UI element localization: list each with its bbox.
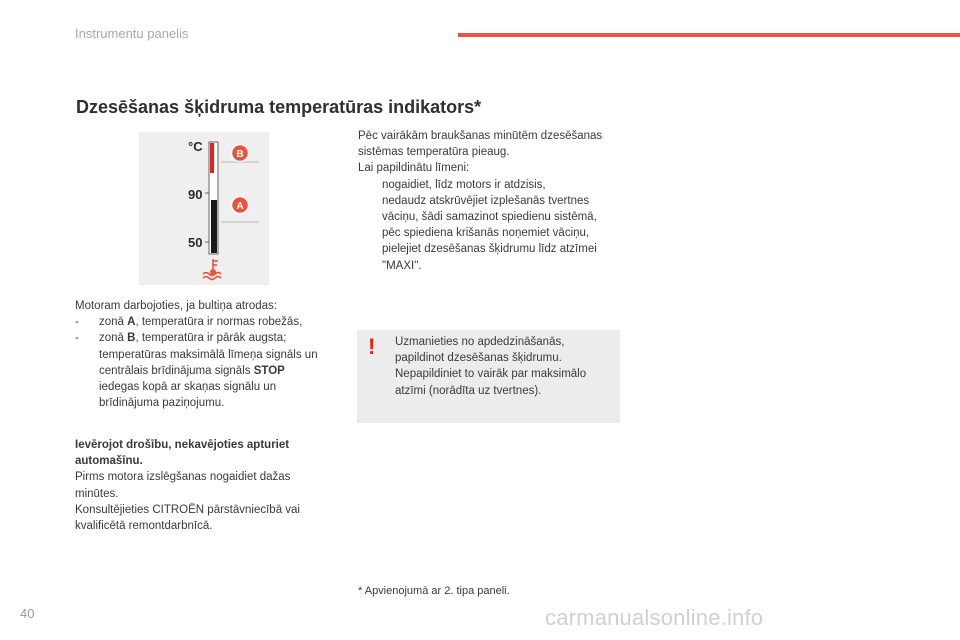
zone-a-label: A — [236, 201, 244, 212]
zone-b-post: iedegas kopā ar skaņas signālu un brīdinājuma paziņojumu. — [99, 381, 277, 410]
gauge-unit-label: °C — [188, 139, 203, 154]
zone-b-label: B — [236, 149, 244, 160]
safety-notice — [75, 437, 330, 534]
zone-explanation — [75, 298, 325, 411]
page-number: 40 — [20, 606, 35, 621]
warning-exclamation-icon: ! — [368, 334, 376, 359]
refill-step — [358, 177, 628, 193]
warning-text: Uzmanieties no apdedzināšanās, papildinot dzesēšanas šķidrumu. Nepapildiniet to vairāk par maksimālo atzīmi (norādīta uz tvertnes). — [395, 336, 587, 397]
safety-line-1: Pirms motora izslēgšanas nogaidiet dažas minūtes. — [75, 471, 291, 500]
zone-b-letter: B — [127, 332, 136, 345]
watermark: carmanualsonline.info — [545, 605, 764, 630]
gauge-mark-50: 50 — [188, 235, 203, 250]
zone-b-item — [75, 330, 325, 411]
refill-step — [358, 241, 628, 273]
footnote: * Apvienojumā ar 2. tipa paneli. — [358, 585, 510, 597]
zone-b-mid: , temperatūra ir pārāk augsta; temperatūras maksimālā līmeņa signāls un centrālais brīdinājuma signāls — [99, 332, 318, 377]
stop-warning-label: STOP — [253, 364, 285, 377]
zone-b-pre: zonā — [99, 332, 128, 345]
zone-a-pre: zonā — [99, 316, 128, 329]
dash-marker: - — [75, 332, 79, 345]
safety-bold: Ievērojot drošību, nekavējoties apturiet automašīnu. — [75, 439, 290, 468]
refill-step-text: pielejiet dzesēšanas šķidrumu līdz atzīmei "MAXI". — [382, 243, 597, 272]
refill-intro: Pēc vairākām braukšanas minūtēm dzesēšanas sistēmas temperatūra pieaug. — [358, 130, 603, 159]
gauge-red-zone — [210, 143, 214, 173]
refill-step-text: pēc spiediena krišanās noņemiet vāciņu, — [382, 227, 590, 240]
refill-step — [358, 193, 628, 225]
zone-a-post: , temperatūra ir normas robežās, — [135, 316, 303, 329]
safety-line-2: Konsultējieties CITROËN pārstāvniecībā vai kvalificētā remontdarbnīcā. — [75, 503, 300, 533]
zone-a-letter: A — [127, 316, 136, 329]
section-header: Instrumentu panelis — [75, 26, 189, 41]
refill-step — [358, 225, 628, 241]
gauge-illustration — [139, 132, 269, 285]
temperature-gauge-figure — [139, 132, 269, 285]
refill-instructions — [358, 128, 628, 274]
zone-a-item — [75, 314, 325, 330]
refill-lead: Lai papildinātu līmeni: — [358, 162, 470, 175]
gauge-mark-90: 90 — [188, 187, 203, 202]
page-title: Dzesēšanas šķidruma temperatūras indikators* — [76, 97, 482, 117]
dash-marker: - — [75, 316, 79, 329]
zone-intro: Motoram darbojoties, ja bultiņa atrodas: — [75, 300, 277, 312]
header-accent-bar — [458, 33, 960, 37]
refill-step-text: nogaidiet, līdz motors ir atdzisis, — [382, 178, 546, 191]
refill-step-text: nedaudz atskrūvējiet izplešanās tvertnes vāciņu, šādi samazinot spiedienu sistēmā, — [382, 194, 597, 224]
gauge-needle-fill — [211, 200, 217, 253]
coolant-temperature-icon — [203, 259, 221, 280]
